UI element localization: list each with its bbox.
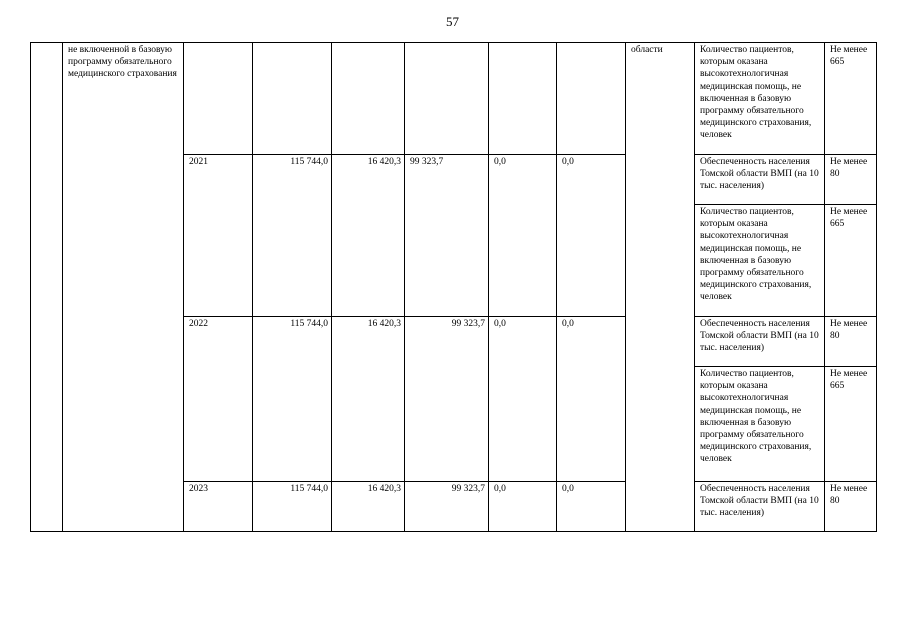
program-table xyxy=(30,42,877,532)
indicator-value: Не менее 665 xyxy=(825,205,877,317)
local-cell: 0,0 xyxy=(489,482,557,532)
indicator-name: Обеспеченность населения Томской области ВМП (на 10 тыс. населения) xyxy=(695,317,825,367)
other-cell xyxy=(557,43,626,155)
description-cell: не включенной в базовую программу обязательного медицинского страхования xyxy=(63,43,184,532)
indicator-name: Обеспеченность населения Томской области ВМП (на 10 тыс. населения) xyxy=(695,482,825,532)
federal-cell: 16 420,3 xyxy=(332,482,405,532)
total-cell: 115 744,0 xyxy=(253,155,332,317)
local-cell xyxy=(489,43,557,155)
indicator-value: Не менее 80 xyxy=(825,155,877,205)
regional-cell: 99 323,7 xyxy=(405,482,489,532)
federal-cell: 16 420,3 xyxy=(332,155,405,317)
indicator-value: Не менее 80 xyxy=(825,482,877,532)
indicator-value: Не менее 80 xyxy=(825,317,877,367)
year-cell: 2023 xyxy=(184,482,253,532)
local-cell: 0,0 xyxy=(489,155,557,317)
row-number-cell xyxy=(31,43,63,532)
indicator-name: Количество пациентов, которым оказана высокотехнологичная медицинская помощь, не включенная в базовую программу обязательного медицинского страхования, человек xyxy=(695,367,825,482)
other-cell: 0,0 xyxy=(557,155,626,317)
indicator-value: Не менее 665 xyxy=(825,43,877,155)
indicator-name: Количество пациентов, которым оказана высокотехнологичная медицинская помощь, не включенная в базовую программу обязательного медицинского страхования, человек xyxy=(695,43,825,155)
table-row xyxy=(31,43,877,155)
regional-cell: 99 323,7 xyxy=(405,155,489,317)
regional-cell: 99 323,7 xyxy=(405,317,489,482)
region-cell: области xyxy=(626,43,695,532)
other-cell: 0,0 xyxy=(557,482,626,532)
total-cell: 115 744,0 xyxy=(253,317,332,482)
year-cell xyxy=(184,43,253,155)
total-cell: 115 744,0 xyxy=(253,482,332,532)
year-cell: 2022 xyxy=(184,317,253,482)
indicator-value: Не менее 665 xyxy=(825,367,877,482)
federal-cell xyxy=(332,43,405,155)
page-number: 57 xyxy=(446,14,459,29)
indicator-name: Количество пациентов, которым оказана высокотехнологичная медицинская помощь, не включенная в базовую программу обязательного медицинского страхования, человек xyxy=(695,205,825,317)
local-cell: 0,0 xyxy=(489,317,557,482)
total-cell xyxy=(253,43,332,155)
regional-cell xyxy=(405,43,489,155)
year-cell: 2021 xyxy=(184,155,253,317)
federal-cell: 16 420,3 xyxy=(332,317,405,482)
indicator-name: Обеспеченность населения Томской области ВМП (на 10 тыс. населения) xyxy=(695,155,825,205)
other-cell: 0,0 xyxy=(557,317,626,482)
